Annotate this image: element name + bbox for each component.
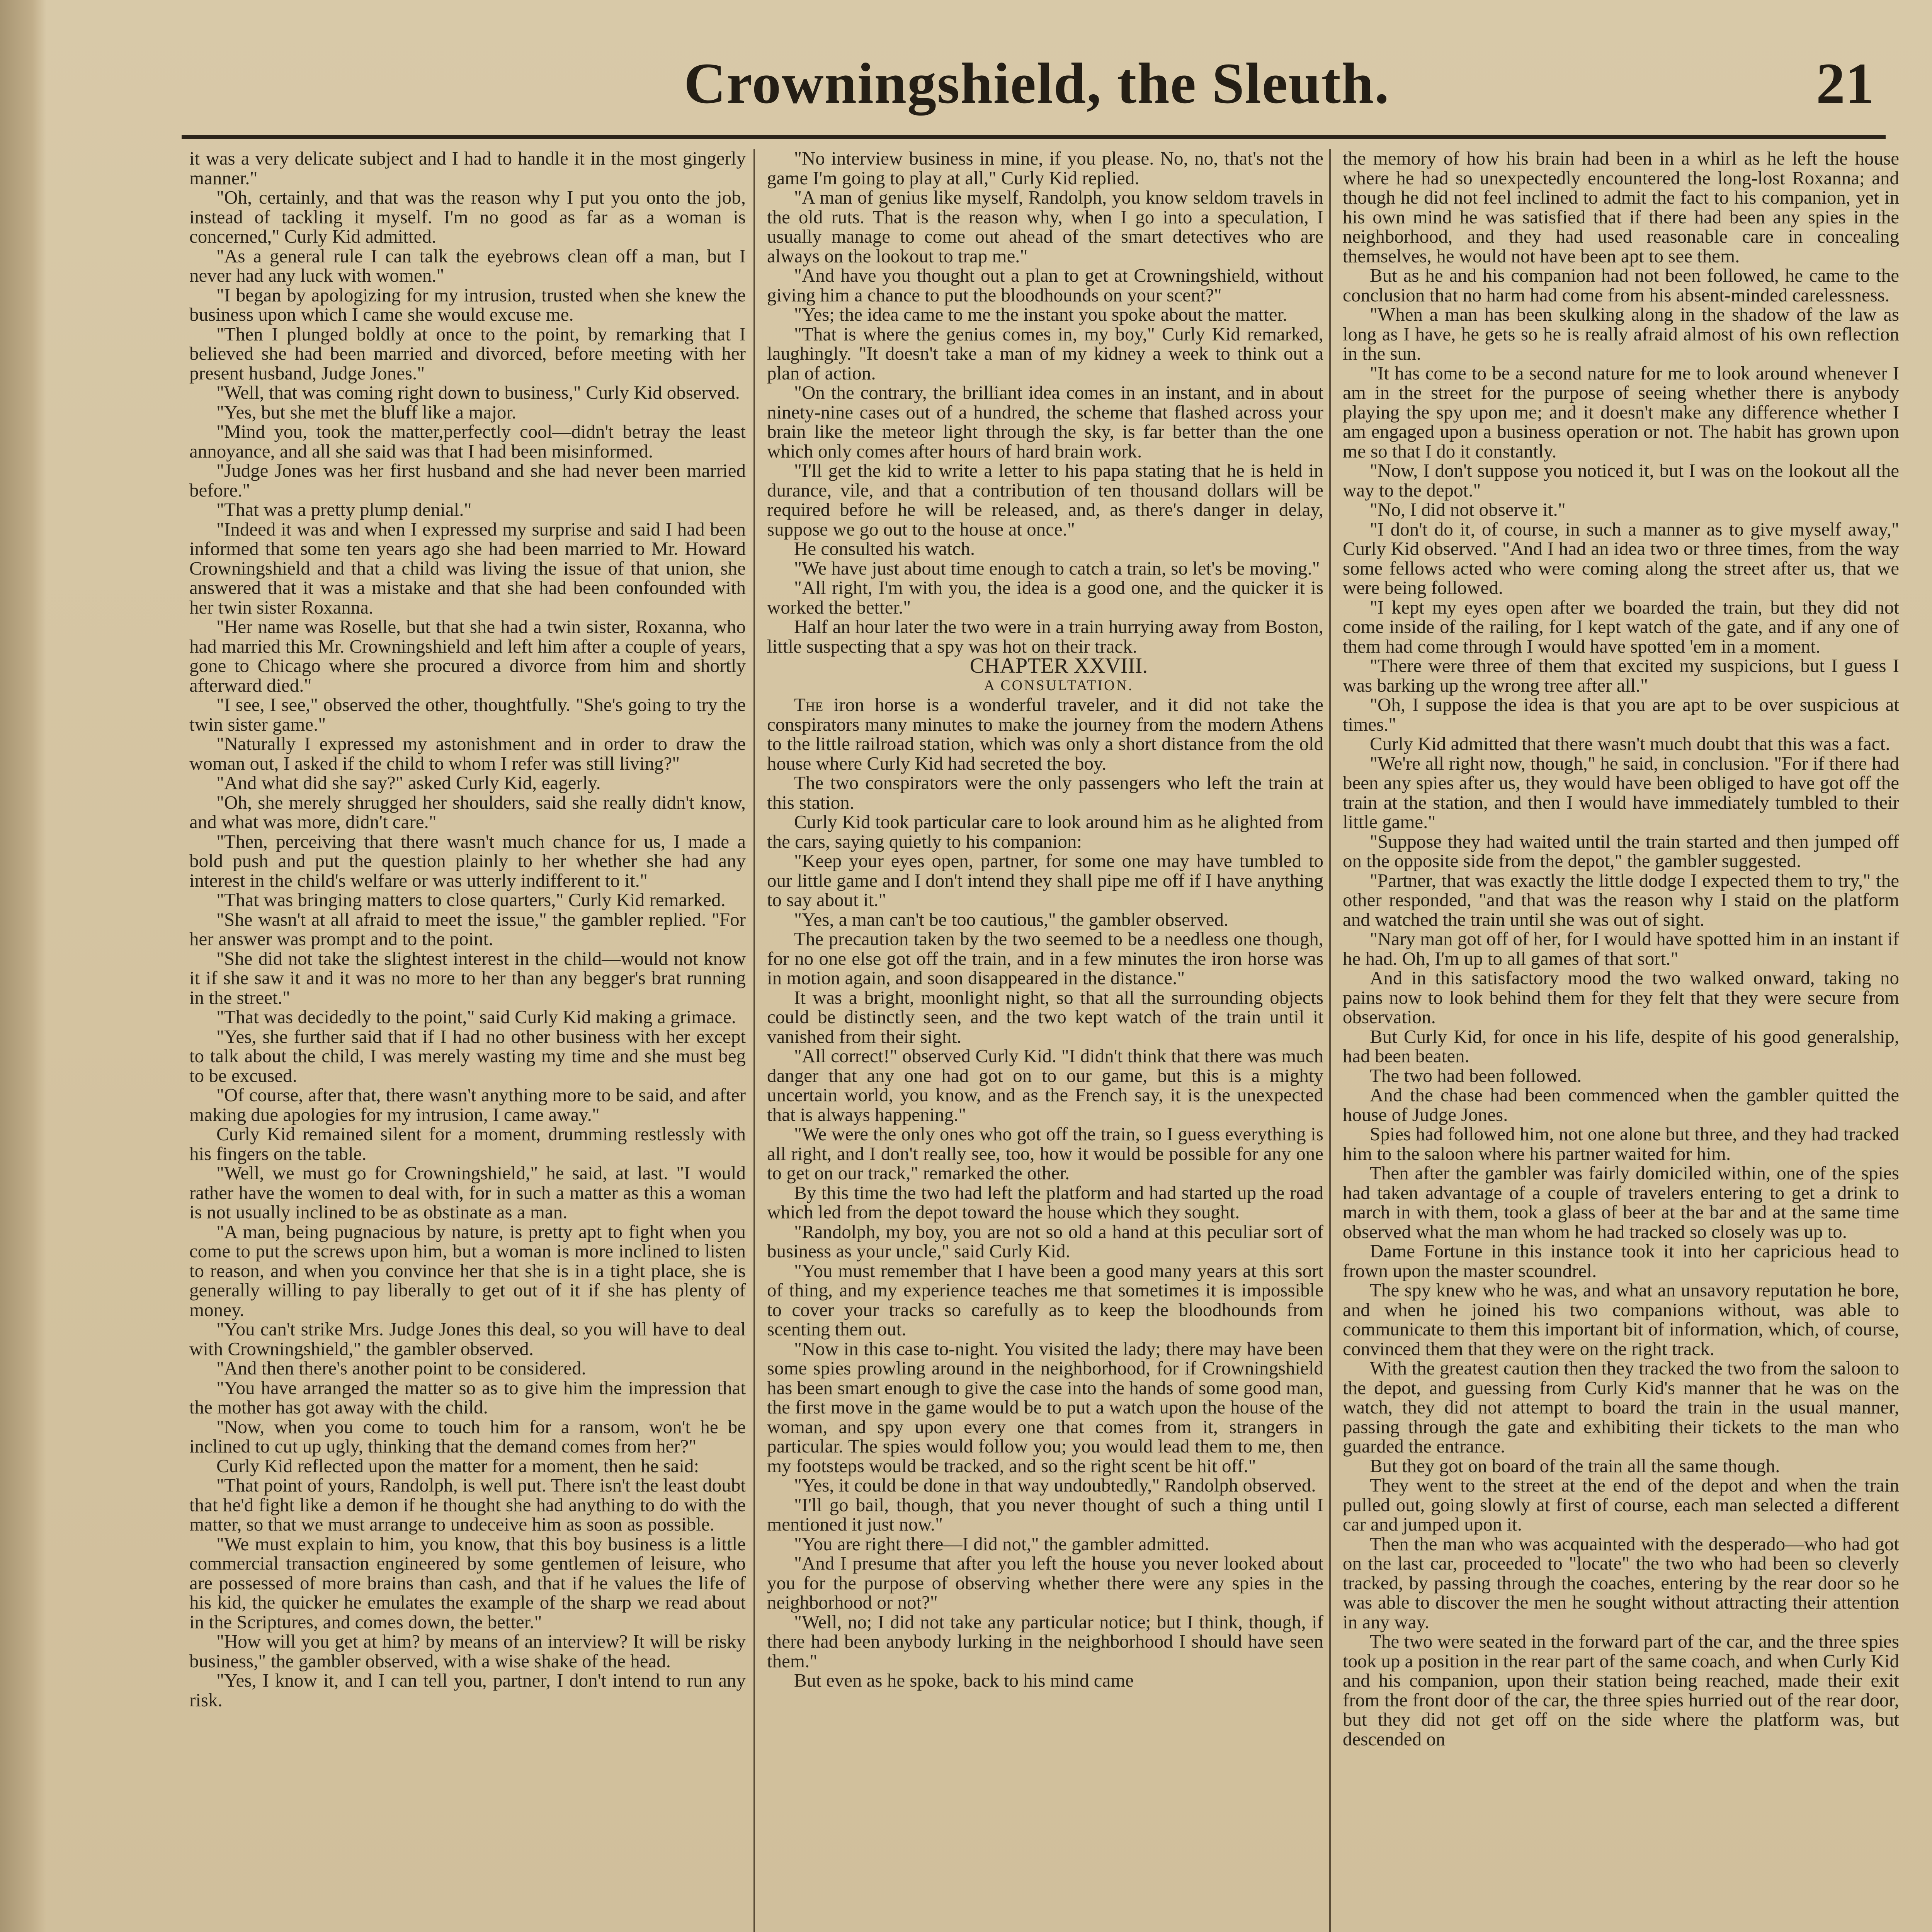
paragraph: Curly Kid remained silent for a moment, drumming restlessly with his fingers on the table. <box>189 1123 746 1164</box>
paragraph: "We're all right now, though," he said, in conclusion. "For if there had been any spies after us, they would have been obliged to have got off the train at the station, and then I would have immediately tumbled to their little game." <box>1343 752 1899 832</box>
paragraph: Curly Kid took particular care to look around him as he alighted from the cars, saying quietly to his companion: <box>767 811 1323 852</box>
paragraph: it was a very delicate subject and I had to handle it in the most gingerly manner." <box>189 149 746 189</box>
paragraph: "Well, that was coming right down to business," Curly Kid observed. <box>216 382 740 403</box>
paragraph: "Nary man got off of her, for I would have spotted him in an instant if he had. Oh, I'm up to all games of that sort." <box>1343 928 1899 969</box>
paragraph: "Yes; the idea came to me the instant you spoke about the matter. <box>794 304 1287 325</box>
paragraph: "Oh, I suppose the idea is that you are apt to be over suspicious at times." <box>1343 694 1899 735</box>
paragraph: "I see, I see," observed the other, thoughtfully. "She's going to try the twin sister game." <box>189 694 746 735</box>
paragraph: "Oh, she merely shrugged her shoulders, said she really didn't know, and what was more, didn't care." <box>189 791 746 832</box>
paragraph: "Then, perceiving that there wasn't much chance for us, I made a bold push and put the question plainly to her whether she had any interest in the child's welfare or was utterly indifferent to it." <box>189 830 746 891</box>
running-title: Crowningshield, the Sleuth. <box>684 51 1390 116</box>
paragraph: Dame Fortune in this instance took it into her capricious head to frown upon the master scoundrel. <box>1343 1240 1899 1281</box>
column-2-top <box>767 149 1323 656</box>
paragraph: "Well, we must go for Crowningshield," he said, at last. "I would rather have the women to deal with, for in such a matter as this a woman is not usually inclined to be as obstinate as a man. <box>189 1162 746 1223</box>
chapter-subheading: A CONSULTATION. <box>984 677 1134 694</box>
paragraph: "She wasn't at all afraid to meet the issue," the gambler replied. "For her answer was prompt and to the point. <box>189 908 746 949</box>
paragraph: And the chase had been commenced when the gambler quitted the house of Judge Jones. <box>1343 1084 1899 1125</box>
chapter-first-text: iron horse is a wonderful traveler, and it did not take the conspirators many minutes to make the journey from the modern Athens to the little railroad station, which was only a short distance from the old house where Curly Kid had secreted the boy. <box>767 694 1323 774</box>
paragraph: the memory of how his brain had been in a whirl as he left the house where he had so unexpectedly encountered the long-lost Roxanna; and though he did not feel inclined to admit the fact to his companion, yet in his own mind he was satisfied that if there had been any spies in the neighborhood, and they had used reasonable care in concealing themselves, he would not have been apt to see them. <box>1343 149 1899 267</box>
column-2-bottom <box>767 773 1323 1690</box>
column-rule <box>753 149 755 1932</box>
paragraph: It was a bright, moonlight night, so that all the surrounding objects could be distinctly seen, and the two kept watch of the train until it vanished from their sight. <box>767 986 1323 1047</box>
column-rule <box>1329 149 1331 1932</box>
page-number: 21 <box>1816 51 1874 116</box>
paragraph: Curly Kid reflected upon the matter for a moment, then he said: <box>216 1455 699 1476</box>
text-column-1 <box>189 149 746 1932</box>
paragraph: "On the contrary, the brilliant idea comes in an instant, and in about ninety-nine cases out of a hundred, the scheme that flashed across your brain like the meteor light through the sky, is far better than the one which only comes after hours of hard brain work. <box>767 382 1323 462</box>
paragraph: "Keep your eyes open, partner, for some one may have tumbled to our little game and I don't intend they shall pipe me off if I have anything to say about it." <box>767 850 1323 910</box>
paragraph: The spy knew who he was, and what an unsavory reputation he bore, and when he joined his two companions without, was able to communicate to them this important bit of information, which, of course, convinced them that they were on the right track. <box>1343 1279 1899 1359</box>
paragraph: "Oh, certainly, and that was the reason why I put you onto the job, instead of tackling it myself. I'm no good as far as a woman is concerned," Curly Kid admitted. <box>189 187 746 247</box>
paragraph: "It has come to be a second nature for me to look around whenever I am in the street for the purpose of seeing whether there is anybody playing the spy upon me; and it doesn't make any difference whether I am engaged upon a business operation or not. The habit has grown upon me so that I do it constantly. <box>1343 362 1899 462</box>
paragraph: "All correct!" observed Curly Kid. "I didn't think that there was much danger that any one had got on to our game, but this is a mighty uncertain world, you know, and as the French say, it is the unexpected that is always happening." <box>767 1045 1323 1125</box>
paragraph: "And what did she say?" asked Curly Kid, eagerly. <box>216 772 601 793</box>
chapter-first-paragraph <box>767 695 1323 773</box>
text-column-2 <box>767 149 1323 1932</box>
paragraph: But they got on board of the train all the same though. <box>1370 1455 1780 1476</box>
chapter-heading: CHAPTER XXVIII. <box>969 654 1148 678</box>
paragraph: They went to the street at the end of the depot and when the train pulled out, going slowly at first of course, each man selected a different car and jumped upon it. <box>1343 1475 1899 1535</box>
paragraph: "Now, I don't suppose you noticed it, but I was on the lookout all the way to the depot." <box>1343 460 1899 501</box>
paragraph: "You are right there—I did not," the gambler admitted. <box>794 1533 1209 1554</box>
paragraph: "Well, no; I did not take any particular notice; but I think, though, if there had been anybody lurking in the neighborhood I should have seen them." <box>767 1611 1323 1672</box>
paragraph: "Judge Jones was her first husband and she had never been married before." <box>189 460 746 501</box>
paragraph: But even as he spoke, back to his mind came <box>794 1670 1134 1691</box>
paragraph: Curly Kid admitted that there wasn't much doubt that this was a fact. <box>1370 733 1890 754</box>
paragraph: "No, I did not observe it." <box>1370 499 1566 520</box>
paragraph: "You have arranged the matter so as to give him the impression that the mother has got away with the child. <box>189 1377 746 1418</box>
paragraph: And in this satisfactory mood the two walked onward, taking no pains now to look behind them for they felt that they were secure from observation. <box>1343 967 1899 1027</box>
paragraph: "That was bringing matters to close quarters," Curly Kid remarked. <box>216 889 726 910</box>
paragraph: The precaution taken by the two seemed to be a needless one though, for no one else got off the train, and in a few minutes the iron horse was in motion again, and soon disappeared in the distance." <box>767 928 1323 988</box>
paragraph: "Now in this case to-night. You visited the lady; there may have been some spies prowling around in the neighborhood, for if Crowningshield has been smart enough to give the case into the hands of some good man, the first move in the game would be to put a watch upon the house of the woman, and spy upon every one that comes from it, strangers in particular. The spies would follow you; you would lead them to me, then my footsteps would be tracked, and so the right scent be hit off." <box>767 1338 1323 1476</box>
paragraph: "You must remember that I have been a good many years at this sort of thing, and my experience teaches me that sometimes it is impossible to cover your tracks so carefully as to keep the bloodhounds from scenting them out. <box>767 1260 1323 1340</box>
paragraph: Spies had followed him, not one alone but three, and they had tracked him to the saloon where his partner waited for him. <box>1343 1123 1899 1164</box>
paragraph: "Partner, that was exactly the little dodge I expected them to try," the other responded, "and that was the reason why I staid on the platform and watched the train until she was out of sight. <box>1343 869 1899 930</box>
paragraph: "That was a pretty plump denial." <box>216 499 472 520</box>
paragraph: "Yes, she further said that if I had no other business with her except to talk about the child, I was merely wasting my time and she must beg to be excused. <box>189 1026 746 1086</box>
paragraph: "Yes, it could be done in that way undoubtedly," Randolph observed. <box>794 1475 1316 1496</box>
paragraph: "I'll get the kid to write a letter to his papa stating that he is held in durance, vile, and that a contribution of ten thousand dollars will be required before he will be released, and, as there's danger in delay, suppose we go out to the house at once." <box>767 460 1323 540</box>
paragraph: "How will you get at him? by means of an interview? It will be risky business," the gambler observed, with a wise shake of the head. <box>189 1631 746 1672</box>
text-column-3 <box>1343 149 1899 1932</box>
paragraph: "And have you thought out a plan to get at Crowningshield, without giving him a chance to put the bloodhounds on your scent?" <box>767 265 1323 306</box>
paragraph: Then after the gambler was fairly domiciled within, one of the spies had taken advantage of a couple of travelers entering to get a drink to march in with them, took a glass of beer at the bar and at the same time observed what the man whom he had tracked so closely was up to. <box>1343 1162 1899 1242</box>
paragraph: "Of course, after that, there wasn't anything more to be said, and after making due apologies for my intrusion, I came away." <box>189 1084 746 1125</box>
paragraph: Then the man who was acquainted with the desperado—who had got on the last car, proceeded to "locate" the two who had been so cleverly tracked, by passing through the coaches, entering by the rear door so he was able to discover the men he sought without attracting their attention in any way. <box>1343 1533 1899 1633</box>
paragraph: "You can't strike Mrs. Judge Jones this deal, so you will have to deal with Crowningshield," the gambler observed. <box>189 1318 746 1359</box>
paragraph: "We have just about time enough to catch a train, so let's be moving." <box>794 557 1320 579</box>
paragraph: "That was decidedly to the point," said Curly Kid making a grimace. <box>216 1006 736 1027</box>
paragraph: "A man, being pugnacious by nature, is pretty apt to fight when you come to put the screws upon him, but a woman is more inclined to listen to reason, and when you convince her that she is in a tight place, she is generally willing to pay liberally to get out of it if she has plenty of money. <box>189 1221 746 1320</box>
paragraph: The two had been followed. <box>1370 1065 1582 1086</box>
paragraph: With the greatest caution then they tracked the two from the saloon to the depot, and guessing from Curly Kid's manner that he was on the watch, they did not attempt to board the train in the usual manner, passing through the gate and exhibiting their tickets to the man who guarded the entrance. <box>1343 1357 1899 1457</box>
paragraph: "And then there's another point to be considered. <box>216 1357 586 1379</box>
paragraph: "I kept my eyes open after we boarded the train, but they did not come inside of the railing, for I kept watch of the gate, and if any one of them had come through I would have spotted 'em in a moment. <box>1343 596 1899 657</box>
paragraph: "Suppose they had waited until the train started and then jumped off on the opposite side from the depot," the gambler suggested. <box>1343 830 1899 871</box>
paragraph: "Now, when you come to touch him for a ransom, won't he be inclined to cut up ugly, thinking that the demand comes from her?" <box>189 1416 746 1457</box>
page-header <box>182 35 1886 139</box>
paragraph: "There were three of them that excited my suspicions, but I guess I was barking up the wrong tree after all." <box>1343 655 1899 696</box>
paragraph: "Yes, but she met the bluff like a major. <box>216 401 517 423</box>
paragraph: "A man of genius like myself, Randolph, you know seldom travels in the old ruts. That is the reason why, when I go into a speculation, I usually manage to come out ahead of the smart detectives who are always on the lookout to trap me." <box>767 187 1323 267</box>
paragraph: "Indeed it was and when I expressed my surprise and said I had been informed that some ten years ago she had been married to Mr. Howard Crowningshield and that a child was living the issue of that union, she answered that it was a mistake and that she had been confounded with her twin sister Roxanna. <box>189 518 746 618</box>
paragraph: "No interview business in mine, if you please. No, no, that's not the game I'm going to play at all," Curly Kid replied. <box>767 149 1323 189</box>
binding-edge <box>0 0 46 1932</box>
paragraph: The two were seated in the forward part of the car, and the three spies took up a position in the rear part of the same coach, and when Curly Kid and his companion, upon their station being reached, made their exit from the front door of the car, the three spies hurried out of the rear door, but they did not get off on the side where the platform was, but descended on <box>1343 1631 1899 1750</box>
paragraph: But as he and his companion had not been followed, he came to the conclusion that no harm had come from his absent-minded carelessness. <box>1343 265 1899 306</box>
paragraph: "Then I plunged boldly at once to the point, by remarking that I believed she had been married and divorced, before meeting with her present husband, Judge Jones." <box>189 323 746 384</box>
paragraph: "When a man has been skulking along in the shadow of the law as long as I have, he gets so he is really afraid almost of his own reflection in the sun. <box>1343 304 1899 364</box>
paragraph: "Her name was Roselle, but that she had a twin sister, Roxanna, who had married this Mr. Crowningshield and left him after a couple of years, gone to Chicago where she procured a divorce from him and shortly afterward died." <box>189 616 746 696</box>
paragraph: "I don't do it, of course, in such a manner as to give myself away," Curly Kid observed. "And I had an idea two or three times, from the way some fellows acted who were coming along the street after us, that we were being followed. <box>1343 518 1899 598</box>
paragraph: "We were the only ones who got off the train, so I guess everything is all right, and I don't really see, too, how it would be possible for any one to get on our track," remarked the other. <box>767 1123 1323 1184</box>
paragraph: By this time the two had left the platform and had started up the road which led from the depot toward the house which they sought. <box>767 1182 1323 1223</box>
paragraph: "I'll go bail, though, that you never thought of such a thing until I mentioned it just now." <box>767 1494 1323 1535</box>
paragraph: "We must explain to him, you know, that this boy business is a little commercial transaction engineered by some gentlemen of leisure, who are possessed of more brains than cash, and that if he values the life of his kid, the quicker he emulates the example of the sharp we read about in the Scriptures, and comes down, the better." <box>189 1533 746 1633</box>
paragraph: Half an hour later the two were in a train hurrying away from Boston, little suspecting that a spy was hot on their track. <box>767 616 1323 657</box>
paragraph: "I began by apologizing for my intrusion, trusted when she knew the business upon which I came she would excuse me. <box>189 284 746 325</box>
paragraph: "Mind you, took the matter,perfectly cool—didn't betray the least annoyance, and all she said was that I had been misinformed. <box>189 421 746 462</box>
paragraph: "That point of yours, Randolph, is well put. There isn't the least doubt that he'd fight like a demon if he thought she had anything to do with the matter, so that we must arrange to undeceive him as soon as possible. <box>189 1475 746 1535</box>
paragraph: "Yes, I know it, and I can tell you, partner, I don't intend to run any risk. <box>189 1670 746 1711</box>
paragraph: "Randolph, my boy, you are not so old a hand at this peculiar sort of business as your uncle," said Curly Kid. <box>767 1221 1323 1262</box>
paragraph: "That is where the genius comes in, my boy," Curly Kid remarked, laughingly. "It doesn't take a man of my kidney a week to think out a plan of action. <box>767 323 1323 384</box>
paragraph: "She did not take the slightest interest in the child—would not know it if she saw it and it was no more to her than any begger's brat running in the street." <box>189 947 746 1008</box>
paragraph: "As a general rule I can talk the eyebrows clean off a man, but I never had any luck with women." <box>189 245 746 286</box>
paragraph: "All right, I'm with you, the idea is a good one, and the quicker it is worked the better." <box>767 577 1323 618</box>
paragraph: "Yes, a man can't be too cautious," the gambler observed. <box>794 908 1229 930</box>
chapter-first-word: The <box>794 694 823 715</box>
paragraph: But Curly Kid, for once in his life, despite of his good generalship, had been beaten. <box>1343 1026 1899 1066</box>
paragraph: "Naturally I expressed my astonishment and in order to draw the woman out, I asked if the child to whom I refer was still living?" <box>189 733 746 774</box>
paragraph: "And I presume that after you left the house you never looked about you for the purpose of observing whether there were any spies in the neighborhood or not?" <box>767 1553 1323 1613</box>
paragraph: The two conspirators were the only passengers who left the train at this station. <box>767 772 1323 813</box>
paragraph: He consulted his watch. <box>794 538 975 559</box>
